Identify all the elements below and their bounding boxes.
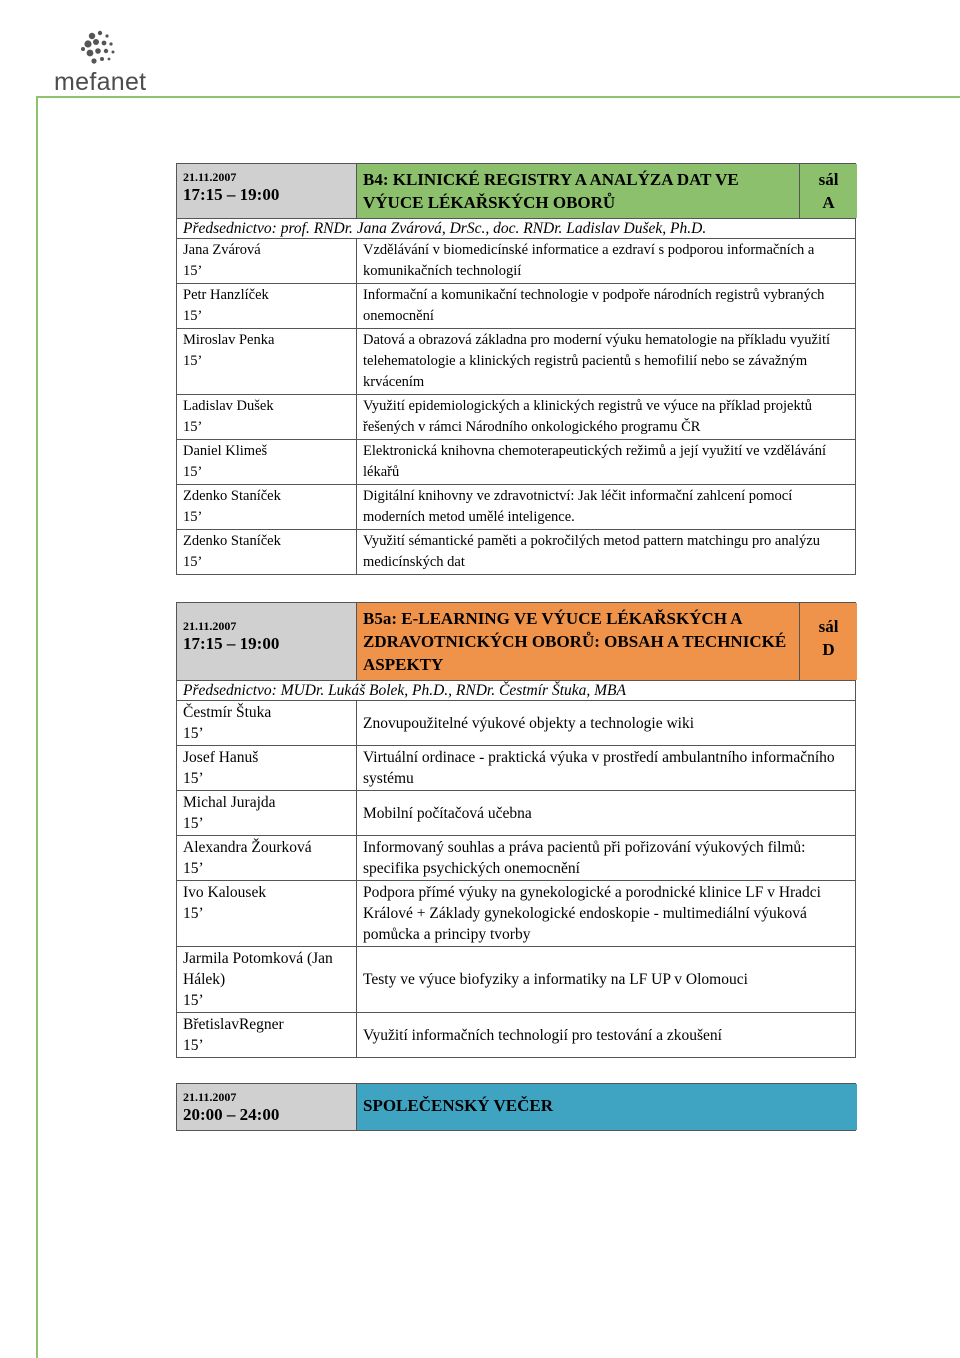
speaker-cell — [177, 284, 357, 328]
talk-duration: 15’ — [183, 419, 203, 435]
talk-duration: 15’ — [183, 860, 204, 877]
speaker-cell — [177, 881, 357, 946]
table-row — [176, 947, 856, 1013]
session-date: 21.11.2007 — [183, 170, 237, 184]
talk-title: Datová a obrazová základna pro moderní výuku hematologie na příkladu využití telehematologie a klinických registrů pacientů s hemofilií nebo se závažným krvácením — [363, 332, 831, 390]
mefanet-dots-icon — [68, 28, 128, 68]
session-hours: 17:15 – 19:00 — [183, 634, 280, 653]
speaker-cell — [177, 395, 357, 439]
table-row — [176, 329, 856, 395]
session-header — [176, 602, 856, 681]
talk-duration: 15’ — [183, 725, 204, 742]
talk-title: Podpora přímé výuky na gynekologické a porodnické klinice LF v Hradci Králové + Základy gynekologické endoskopie - multimediální výuková pomůcka a principy tvorby — [363, 884, 821, 943]
speaker-name: Jarmila Potomková (Jan Hálek) — [183, 950, 333, 988]
table-row — [176, 836, 856, 881]
table-row — [176, 440, 856, 485]
talk-title: Informovaný souhlas a práva pacientů při pořizování výukových filmů: specifika psychických onemocnění — [363, 839, 806, 877]
speaker-name: Zdenko Staníček — [183, 488, 281, 504]
speaker-name: Jana Zvárová — [183, 242, 261, 258]
talk-duration: 15’ — [183, 770, 204, 787]
session-room — [800, 603, 857, 680]
session-time-cell — [177, 603, 357, 680]
table-row — [176, 395, 856, 440]
talk-duration: 15’ — [183, 815, 204, 832]
speaker-name: Miroslav Penka — [183, 332, 275, 348]
session-header — [176, 1083, 856, 1131]
speaker-name: Daniel Klimeš — [183, 443, 268, 459]
speaker-cell — [177, 530, 357, 574]
talk-title: Informační a komunikační technologie v podpoře národních registrů vybraných onemocnění — [363, 287, 825, 324]
table-row — [176, 746, 856, 791]
session-b4 — [176, 163, 856, 575]
speaker-name: Josef Hanuš — [183, 749, 259, 766]
table-row — [176, 530, 856, 575]
speaker-cell — [177, 329, 357, 394]
talk-title: Využití epidemiologických a klinických registrů ve výuce na příklad projektů řešených v rámci Národního onkologického programu ČR — [363, 398, 812, 435]
talk-list — [176, 701, 856, 1058]
speaker-name: Ladislav Dušek — [183, 398, 274, 414]
speaker-name: BřetislavRegner — [183, 1016, 284, 1033]
talk-title: Virtuální ordinace - praktická výuka v prostředí ambulantního informačního systému — [363, 749, 835, 787]
talk-duration: 15’ — [183, 509, 203, 525]
speaker-cell — [177, 947, 357, 1012]
talk-duration: 15’ — [183, 554, 203, 570]
speaker-name: Ivo Kalousek — [183, 884, 267, 901]
table-row — [176, 284, 856, 329]
room-value: A — [822, 193, 835, 212]
mefanet-logo — [50, 28, 147, 96]
speaker-name: Michal Jurajda — [183, 794, 276, 811]
talk-duration: 15’ — [183, 905, 204, 922]
talk-title: Využití informačních technologií pro testování a zkoušení — [363, 1026, 722, 1044]
table-row — [176, 1013, 856, 1058]
table-row — [176, 701, 856, 746]
session-chairs: Předsednictvo: prof. RNDr. Jana Zvárová, DrSc., doc. RNDr. Ladislav Dušek, Ph.D. — [176, 219, 856, 239]
talk-title: Mobilní počítačová učebna — [363, 804, 532, 822]
room-label: sál — [818, 170, 839, 189]
speaker-name: Alexandra Žourková — [183, 839, 312, 856]
talk-duration: 15’ — [183, 992, 204, 1009]
session-b5a — [176, 602, 856, 1058]
logo-text: mefanet — [54, 68, 147, 96]
session-title: SPOLEČENSKÝ VEČER — [357, 1084, 857, 1130]
table-row — [176, 485, 856, 530]
table-row — [176, 881, 856, 947]
talk-duration: 15’ — [183, 464, 203, 480]
session-hours: 20:00 – 24:00 — [183, 1105, 280, 1124]
room-value: D — [822, 640, 835, 659]
talk-duration: 15’ — [183, 263, 203, 279]
session-hours: 17:15 – 19:00 — [183, 185, 280, 204]
speaker-cell — [177, 836, 357, 880]
talk-duration: 15’ — [183, 1037, 204, 1054]
session-date: 21.11.2007 — [183, 619, 237, 633]
session-title: B4: KLINICKÉ REGISTRY A ANALÝZA DAT VE VÝUCE LÉKAŘSKÝCH OBORŮ — [357, 164, 800, 218]
room-label: sál — [818, 617, 839, 636]
talk-title: Vzdělávání v biomedicínské informatice a ezdraví s podporou informačních a komunikačních technologií — [363, 242, 815, 279]
table-row — [176, 239, 856, 284]
speaker-cell — [177, 440, 357, 484]
session-title: B5a: E-LEARNING VE VÝUCE LÉKAŘSKÝCH A ZDRAVOTNICKÝCH OBORŮ: OBSAH A TECHNICKÉ ASPEKTY — [357, 603, 800, 680]
talk-list — [176, 239, 856, 575]
session-header — [176, 163, 856, 219]
talk-title: Testy ve výuce biofyziky a informatiky na LF UP v Olomouci — [363, 971, 748, 988]
speaker-cell — [177, 746, 357, 790]
speaker-cell — [177, 1013, 357, 1057]
talk-title: Znovupoužitelné výukové objekty a technologie wiki — [363, 714, 695, 732]
speaker-cell — [177, 791, 357, 835]
speaker-name: Petr Hanzlíček — [183, 287, 269, 303]
speaker-name: Zdenko Staníček — [183, 533, 281, 549]
talk-title: Digitální knihovny ve zdravotnictví: Jak léčit informační zahlcení pomocí moderních metod umělé inteligence. — [363, 488, 793, 525]
speaker-cell — [177, 485, 357, 529]
session-room — [800, 164, 857, 218]
speaker-cell — [177, 239, 357, 283]
talk-duration: 15’ — [183, 308, 203, 324]
speaker-cell — [177, 701, 357, 745]
talk-duration: 15’ — [183, 353, 203, 369]
talk-title: Elektronická knihovna chemoterapeutických režimů a její využití ve vzdělávání lékařů — [363, 443, 827, 480]
talk-title: Využití sémantické paměti a pokročilých metod pattern matchingu pro analýzu medicínských dat — [363, 533, 821, 570]
session-chairs: Předsednictvo: MUDr. Lukáš Bolek, Ph.D., RNDr. Čestmír Štuka, MBA — [176, 681, 856, 701]
session-time-cell — [177, 164, 357, 218]
session-evening — [176, 1083, 856, 1131]
table-row — [176, 791, 856, 836]
session-time-cell — [177, 1084, 357, 1130]
session-date: 21.11.2007 — [183, 1090, 237, 1104]
speaker-name: Čestmír Štuka — [183, 704, 272, 721]
